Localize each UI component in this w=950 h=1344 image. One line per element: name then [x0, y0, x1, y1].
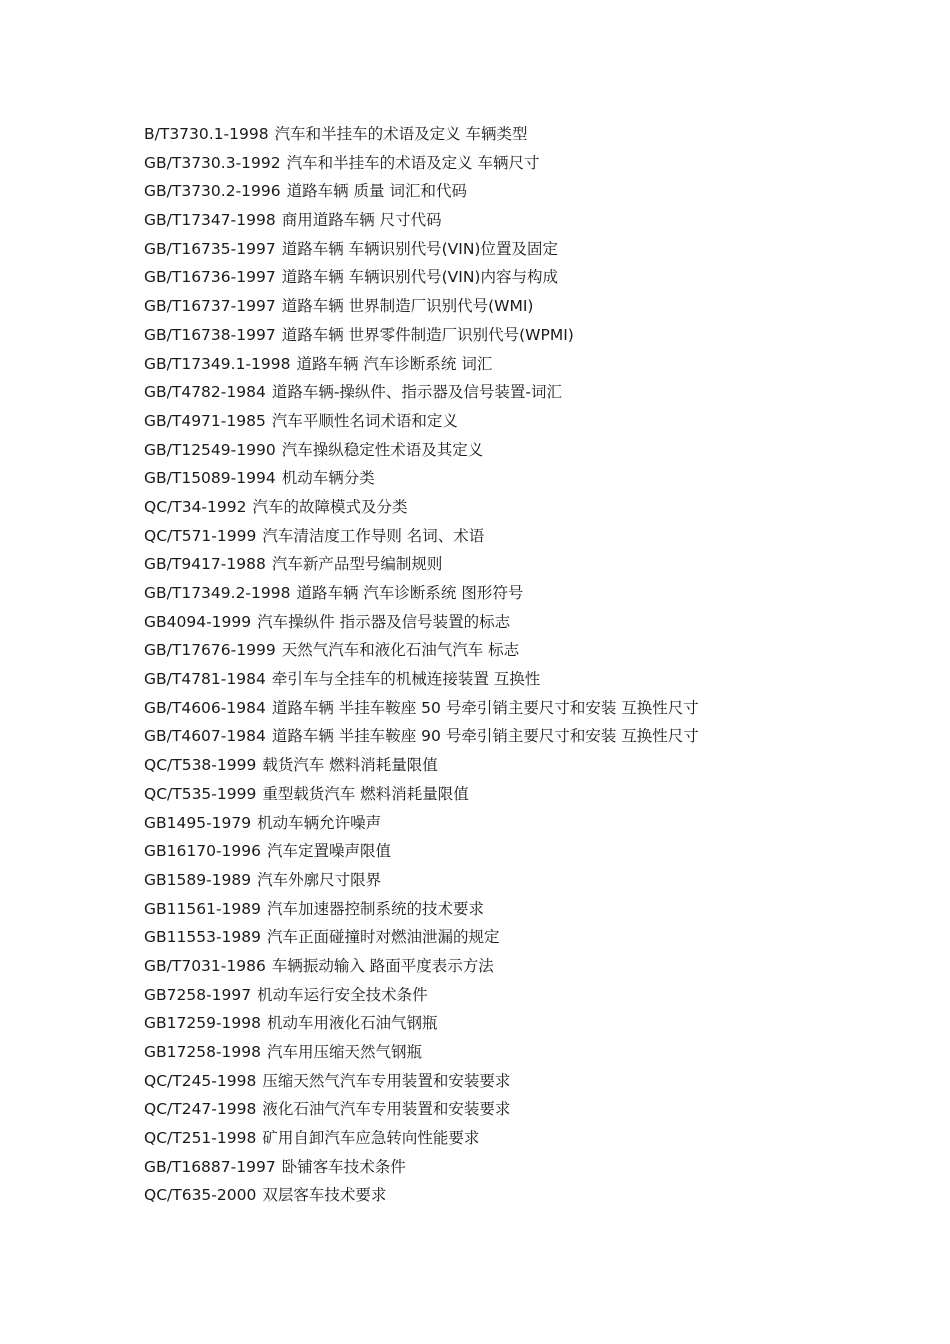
standard-entry — [144, 579, 699, 608]
standard-entry — [144, 1095, 699, 1124]
standard-entry — [144, 981, 699, 1010]
standard-entry — [144, 751, 699, 780]
standard-title: 汽车和半挂车的术语及定义 车辆类型 — [274, 125, 528, 143]
standard-title: 卧铺客车技术条件 — [281, 1157, 406, 1176]
standard-title: 矿用自卸汽车应急转向性能要求 — [262, 1129, 480, 1148]
standard-entry — [144, 809, 699, 838]
standard-entry — [144, 1153, 699, 1182]
standard-code: GB/T3730.2-1996 — [144, 182, 281, 201]
standard-code: GB/T7031-1986 — [144, 956, 266, 975]
standard-entry — [144, 350, 699, 379]
standard-code: GB/T16736-1997 — [144, 268, 276, 287]
standard-entry — [144, 493, 699, 522]
standard-entry — [144, 1124, 699, 1153]
standard-entry — [144, 321, 699, 350]
standard-entry — [144, 206, 699, 235]
standard-code: QC/T34-1992 — [144, 497, 247, 516]
standard-code: GB/T17349.2-1998 — [144, 584, 291, 602]
standard-entry — [144, 464, 699, 493]
standard-title: 汽车操纵稳定性术语及其定义 — [281, 440, 484, 459]
standard-code: GB11553-1989 — [144, 928, 261, 947]
standard-entry — [144, 722, 699, 751]
standard-entry — [144, 292, 699, 321]
standard-entry — [144, 1181, 699, 1210]
standard-code: GB/T16737-1997 — [144, 297, 276, 316]
standard-title: 汽车用压缩天然气钢瓶 — [267, 1043, 423, 1061]
standard-entry — [144, 895, 699, 924]
standard-code: GB/T12549-1990 — [144, 440, 276, 459]
standard-code: GB/T17347-1998 — [144, 211, 276, 230]
standard-title: 汽车清洁度工作导则 名词、术语 — [262, 526, 485, 545]
standard-code: GB7258-1997 — [144, 985, 252, 1004]
standard-title: 压缩天然气汽车专用装置和安装要求 — [262, 1071, 511, 1090]
standard-title: 道路车辆 世界零件制造厂识别代号(WPMI) — [281, 325, 574, 344]
standard-title: 道路车辆 半挂车鞍座 90 号牵引销主要尺寸和安装 互换性尺寸 — [271, 727, 699, 746]
standard-code: GB/T16887-1997 — [144, 1157, 276, 1176]
standard-entry — [144, 665, 699, 694]
standard-title: 道路车辆 车辆识别代号(VIN)位置及固定 — [281, 239, 558, 258]
standard-entry — [144, 235, 699, 264]
standard-code: QC/T251-1998 — [144, 1129, 257, 1148]
standard-title: 汽车加速器控制系统的技术要求 — [267, 899, 485, 918]
standard-entry — [144, 149, 699, 178]
standard-entry — [144, 952, 699, 981]
standard-code: QC/T635-2000 — [144, 1186, 257, 1205]
standard-title: 重型载货汽车 燃料消耗量限值 — [262, 784, 469, 803]
standard-title: 载货汽车 燃料消耗量限值 — [262, 756, 438, 775]
standard-title: 道路车辆 汽车诊断系统 词汇 — [296, 354, 493, 373]
standard-title: 牵引车与全挂车的机械连接装置 互换性 — [271, 670, 541, 689]
standard-code: GB16170-1996 — [144, 842, 261, 861]
standard-title: 机动车运行安全技术条件 — [257, 985, 428, 1004]
standard-code: GB/T4971-1985 — [144, 411, 266, 430]
standard-entry — [144, 436, 699, 465]
standard-code: GB/T4781-1984 — [144, 670, 266, 689]
standard-title: 双层客车技术要求 — [262, 1186, 387, 1205]
standard-entry — [144, 1038, 699, 1067]
standard-code: QC/T245-1998 — [144, 1071, 257, 1090]
standard-entry — [144, 1009, 699, 1038]
standard-title: 液化石油气汽车专用装置和安装要求 — [262, 1100, 511, 1119]
standard-title: 商用道路车辆 尺寸代码 — [281, 211, 442, 230]
standard-title: 机动车辆允许噪声 — [257, 813, 382, 832]
standards-list — [144, 120, 699, 1210]
standard-code: GB/T9417-1988 — [144, 555, 266, 574]
standard-title: 道路车辆 世界制造厂识别代号(WMI) — [281, 297, 534, 316]
standard-title: 道路车辆 汽车诊断系统 图形符号 — [296, 584, 524, 602]
standard-entry — [144, 120, 699, 149]
standard-title: 汽车新产品型号编制规则 — [271, 555, 443, 574]
standard-entry — [144, 694, 699, 723]
standard-code: QC/T535-1999 — [144, 784, 257, 803]
standard-entry — [144, 522, 699, 551]
standard-code: GB/T15089-1994 — [144, 469, 276, 488]
standard-code: B/T3730.1-1998 — [144, 125, 269, 143]
standard-code: GB4094-1999 — [144, 612, 252, 631]
standard-code: GB1589-1989 — [144, 870, 252, 889]
standard-entry — [144, 780, 699, 809]
standard-code: GB/T3730.3-1992 — [144, 153, 281, 172]
standard-entry — [144, 608, 699, 637]
standard-entry — [144, 866, 699, 895]
standard-entry — [144, 550, 699, 579]
standard-code: GB/T16738-1997 — [144, 325, 276, 344]
standard-code: GB11561-1989 — [144, 899, 261, 918]
standard-title: 汽车外廓尺寸限界 — [257, 870, 382, 889]
standard-entry — [144, 407, 699, 436]
standard-code: GB/T4782-1984 — [144, 383, 266, 402]
standard-code: QC/T571-1999 — [144, 526, 257, 545]
standard-code: GB/T16735-1997 — [144, 239, 276, 258]
standard-title: 机动车辆分类 — [281, 469, 375, 488]
standard-title: 天然气汽车和液化石油气汽车 标志 — [281, 641, 520, 660]
standard-title: 汽车正面碰撞时对燃油泄漏的规定 — [267, 928, 500, 947]
standard-code: GB/T4607-1984 — [144, 727, 266, 746]
standard-code: GB/T17676-1999 — [144, 641, 276, 660]
standard-title: 车辆振动输入 路面平度表示方法 — [271, 956, 494, 975]
standard-entry — [144, 1067, 699, 1096]
standard-code: QC/T538-1999 — [144, 756, 257, 775]
standard-code: GB/T4606-1984 — [144, 698, 266, 717]
standard-title: 汽车操纵件 指示器及信号装置的标志 — [257, 612, 511, 631]
standard-entry — [144, 378, 699, 407]
standard-title: 汽车的故障模式及分类 — [252, 497, 408, 516]
standard-entry — [144, 636, 699, 665]
standard-entry — [144, 177, 699, 206]
standard-code: GB1495-1979 — [144, 813, 252, 832]
standard-title: 道路车辆 车辆识别代号(VIN)内容与构成 — [281, 268, 558, 287]
standard-title: 汽车定置噪声限值 — [267, 842, 392, 861]
standard-title: 道路车辆 质量 词汇和代码 — [286, 182, 467, 201]
standard-title: 机动车用液化石油气钢瓶 — [267, 1014, 438, 1033]
standard-title: 汽车平顺性名词术语和定义 — [271, 411, 458, 430]
standard-code: QC/T247-1998 — [144, 1100, 257, 1119]
standard-code: GB/T17349.1-1998 — [144, 354, 291, 373]
standard-title: 道路车辆 半挂车鞍座 50 号牵引销主要尺寸和安装 互换性尺寸 — [271, 698, 699, 717]
standard-code: GB17258-1998 — [144, 1043, 261, 1061]
standard-title: 道路车辆-操纵件、指示器及信号装置-词汇 — [271, 383, 563, 402]
standard-entry — [144, 263, 699, 292]
standard-entry — [144, 837, 699, 866]
standard-entry — [144, 923, 699, 952]
standard-title: 汽车和半挂车的术语及定义 车辆尺寸 — [286, 153, 540, 172]
standard-code: GB17259-1998 — [144, 1014, 261, 1033]
